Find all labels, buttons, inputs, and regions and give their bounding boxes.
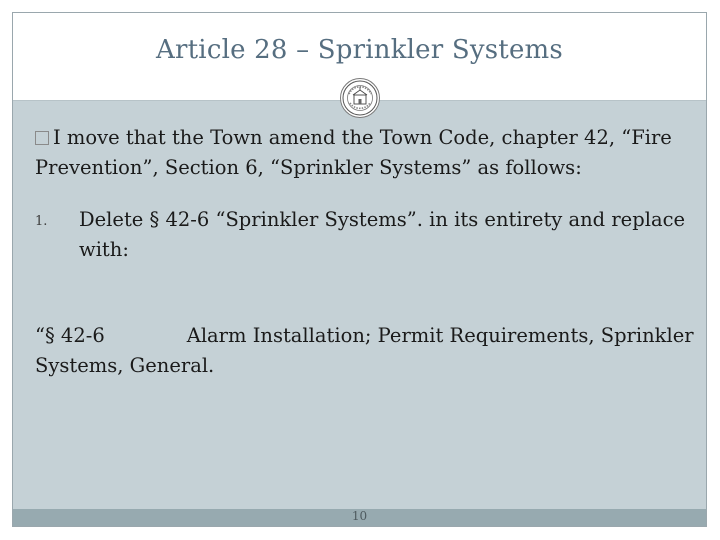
motion-paragraph bbox=[35, 123, 700, 183]
list-item-text: Delete § 42-6 “Sprinkler Systems”. in its entirety and replace with: bbox=[79, 208, 686, 261]
section-number: “§ 42-6 bbox=[35, 324, 105, 347]
slide-content bbox=[35, 123, 700, 381]
action-list bbox=[35, 205, 700, 265]
slide-title: Article 28 – Sprinkler Systems bbox=[156, 35, 563, 65]
footer-bar bbox=[13, 509, 706, 526]
section-title: Alarm Installation; Permit Requirements, Sprinkler Systems, General. bbox=[35, 324, 694, 377]
slide-frame bbox=[12, 12, 707, 527]
motion-text: I move that the Town amend the Town Code, chapter 42, “Fire Prevention”, Section 6, “Sprinkler Systems” as follows: bbox=[35, 126, 672, 179]
checkbox-bullet-icon bbox=[35, 131, 49, 145]
page-number: 10 bbox=[351, 509, 368, 523]
town-seal-icon bbox=[340, 78, 380, 118]
list-item bbox=[35, 205, 700, 265]
list-item-number: 1. bbox=[35, 214, 48, 229]
section-heading bbox=[35, 321, 700, 381]
